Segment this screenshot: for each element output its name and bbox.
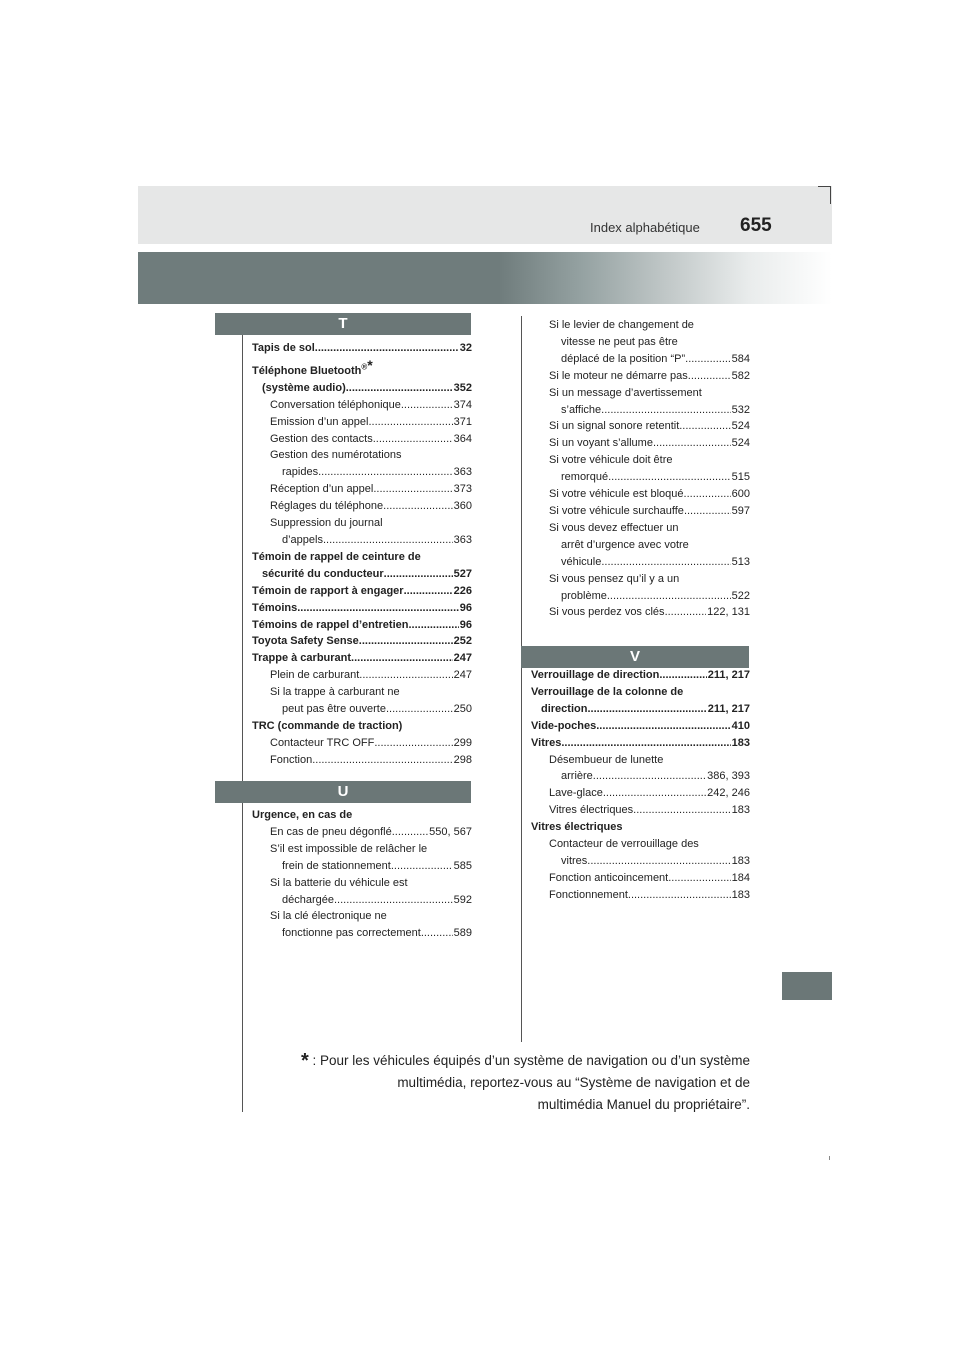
leader-dots — [334, 892, 453, 909]
leader-dots — [653, 435, 731, 452]
index-entry-term: Vitres électriques — [531, 821, 623, 834]
leader-dots — [359, 633, 453, 650]
leader-dots — [404, 583, 453, 600]
leader-dots — [596, 718, 730, 735]
index-entry-page: 582 — [731, 369, 750, 382]
index-entry — [531, 684, 750, 701]
index-entry-term: Fonction — [270, 753, 313, 766]
leader-dots — [684, 486, 731, 503]
index-entry-term: fonctionne pas correctement — [282, 927, 421, 940]
index-entry-term: Trappe à carburant — [252, 652, 352, 665]
index-entry — [252, 925, 472, 942]
index-entry-term: TRC (commande de traction) — [252, 719, 403, 732]
index-entry-page: 298 — [453, 753, 472, 766]
index-entry-term: Suppression du journal — [270, 517, 383, 530]
index-entry-term: Si vous perdez vos clés — [549, 606, 665, 619]
index-entry-page: 410 — [731, 719, 750, 732]
index-entry-term: frein de stationnement — [282, 859, 391, 872]
index-entry-term: Lave-glace — [549, 787, 603, 800]
index-entry — [252, 583, 472, 600]
index-entry-term: Si un message d’avertissement — [549, 386, 702, 399]
section-heading-u: U — [215, 781, 471, 803]
index-entry-term: s’affiche — [561, 403, 602, 416]
index-entry-page: 373 — [453, 483, 472, 496]
index-entry — [531, 385, 750, 402]
index-entry — [252, 701, 472, 718]
leader-dots — [386, 701, 453, 718]
leader-dots — [685, 351, 731, 368]
index-entry-term: Témoin de rapport à engager — [252, 584, 404, 597]
index-entry-term: Réglages du téléphone — [270, 500, 384, 513]
index-entry — [531, 402, 750, 419]
index-entry-term: Si vous pensez qu’il y a un — [549, 572, 680, 585]
index-entry — [252, 549, 472, 566]
index-entry-term: Gestion des numérotations — [270, 449, 402, 462]
index-entry-term: Fonctionnement — [549, 888, 628, 901]
column-rule-left — [242, 334, 243, 1112]
index-entry-page: 183 — [731, 888, 750, 901]
leader-dots — [373, 481, 452, 498]
index-entry — [531, 334, 750, 351]
leader-dots — [684, 503, 731, 520]
index-entry-term: d’appels — [282, 533, 323, 546]
index-entry — [531, 853, 750, 870]
index-entry — [531, 554, 750, 571]
index-entry-page: 252 — [453, 635, 472, 648]
leader-dots — [665, 604, 707, 621]
index-entry — [252, 481, 472, 498]
index-entry-term: Gestion des contacts — [270, 432, 373, 445]
index-entry-term: peut pas être ouverte — [282, 703, 386, 716]
index-entry — [252, 824, 472, 841]
index-entry — [252, 380, 472, 397]
index-entry-term: Plein de carburant — [270, 669, 360, 682]
index-entry-term: Si la trappe à carburant ne — [270, 686, 400, 699]
leader-dots — [374, 735, 452, 752]
index-entry-page: 183 — [731, 854, 750, 867]
index-entry-page: 183 — [731, 804, 750, 817]
index-entry-term: Téléphone Bluetooth®* — [252, 356, 373, 377]
index-entry — [252, 600, 472, 617]
index-entry-term: Si votre véhicule surchauffe — [549, 504, 684, 517]
leader-dots — [315, 340, 459, 357]
index-entry-term: vitres — [561, 854, 588, 867]
index-entry-page: 597 — [731, 504, 750, 517]
index-entry — [531, 435, 750, 452]
index-entry-term: Urgence, en cas de — [252, 809, 353, 821]
leader-dots — [401, 397, 453, 414]
index-list-u — [252, 807, 472, 942]
index-entry-page: 363 — [453, 533, 472, 546]
index-entry-term: (système audio) — [262, 381, 346, 394]
page-number: 655 — [740, 215, 772, 236]
footnote-line: : Pour les véhicules équipés d’un système de navigation ou d’un système — [308, 1053, 750, 1068]
index-entry-page: 515 — [731, 471, 750, 484]
index-entry — [252, 515, 472, 532]
index-entry-page: 524 — [731, 437, 750, 450]
index-entry-term: Si le levier de changement de — [549, 319, 694, 331]
index-entry-term: Si un signal sonore retentit — [549, 420, 680, 433]
index-entry-term: Témoin de rappel de ceinture de — [252, 550, 421, 563]
index-entry-page: 242, 246 — [707, 787, 750, 800]
leader-dots — [603, 785, 706, 802]
index-entry — [252, 340, 472, 357]
leader-dots — [318, 464, 453, 481]
footnote-asterisk: * — [367, 356, 373, 373]
leader-dots — [668, 870, 730, 887]
footnote — [260, 1050, 750, 1116]
index-entry-page: 364 — [453, 432, 472, 445]
index-entry-page: 226 — [453, 584, 472, 597]
index-entry — [252, 498, 472, 515]
leader-dots — [392, 824, 428, 841]
index-entry — [531, 571, 750, 588]
index-entry-page: 589 — [453, 927, 472, 940]
leader-dots — [384, 566, 453, 583]
index-entry-term: problème — [561, 589, 607, 602]
index-entry-page: 585 — [453, 859, 472, 872]
leader-dots — [368, 414, 452, 431]
leader-dots — [593, 768, 706, 785]
index-entry — [531, 870, 750, 887]
index-list-s-continued — [531, 317, 750, 621]
leader-dots — [346, 380, 453, 397]
crop-mark — [829, 1156, 830, 1160]
leader-dots — [323, 532, 453, 549]
index-entry-page: 527 — [453, 567, 472, 580]
leader-dots — [679, 418, 730, 435]
index-entry-page: 592 — [453, 893, 472, 906]
index-entry-page: 374 — [453, 398, 472, 411]
index-entry — [252, 617, 472, 634]
index-entry-term: Contacteur de verrouillage des — [549, 838, 699, 851]
index-entry-page: 32 — [459, 342, 472, 354]
index-entry-page: 96 — [459, 618, 472, 631]
section-heading-t: T — [215, 313, 471, 335]
leader-dots — [587, 853, 730, 870]
index-entry — [252, 908, 472, 925]
index-entry — [531, 887, 750, 904]
index-list-v — [531, 667, 750, 904]
leader-dots — [628, 887, 731, 904]
index-entry — [252, 566, 472, 583]
index-entry — [252, 752, 472, 769]
index-entry-page: 524 — [731, 420, 750, 433]
index-entry-term: Témoins — [252, 601, 298, 614]
index-entry — [531, 819, 750, 836]
leader-dots — [373, 431, 453, 448]
leader-dots — [312, 752, 452, 769]
index-entry-term: sécurité du conducteur — [262, 567, 384, 580]
index-entry-page: 386, 393 — [707, 770, 750, 783]
index-entry — [252, 735, 472, 752]
index-entry — [531, 469, 750, 486]
index-entry-page: 184 — [731, 871, 750, 884]
index-entry-term: Contacteur TRC OFF — [270, 736, 375, 749]
index-entry-page: 299 — [453, 736, 472, 749]
index-entry-term: déplacé de la position “P” — [561, 352, 686, 365]
index-entry-page: 584 — [731, 352, 750, 365]
index-entry — [531, 537, 750, 554]
chapter-tab — [782, 972, 832, 1000]
leader-dots — [359, 667, 452, 684]
index-entry-page: 247 — [453, 669, 472, 682]
index-entry-term: direction — [541, 702, 588, 715]
index-entry — [252, 718, 472, 735]
index-entry — [531, 368, 750, 385]
index-entry — [531, 718, 750, 735]
leader-dots — [587, 701, 706, 718]
leader-dots — [408, 617, 458, 634]
index-entry — [531, 351, 750, 368]
index-entry-page: 363 — [453, 466, 472, 479]
index-entry — [531, 735, 750, 752]
index-entry — [252, 650, 472, 667]
leader-dots — [297, 600, 459, 617]
index-entry — [252, 667, 472, 684]
index-entry — [531, 667, 750, 684]
leader-dots — [561, 735, 730, 752]
index-entry-page: 122, 131 — [707, 606, 750, 619]
index-entry-page: 211, 217 — [707, 669, 750, 681]
leader-dots — [601, 402, 730, 419]
index-entry-term: En cas de pneu dégonflé — [270, 825, 392, 838]
index-entry — [252, 431, 472, 448]
index-entry — [531, 752, 750, 769]
index-entry — [531, 503, 750, 520]
index-entry-page: 371 — [453, 415, 472, 428]
index-entry-term: Vide-poches — [531, 719, 597, 732]
index-entry — [531, 520, 750, 537]
index-entry — [252, 841, 472, 858]
index-entry — [252, 532, 472, 549]
index-entry — [252, 892, 472, 909]
leader-dots — [391, 858, 453, 875]
index-entry — [531, 588, 750, 605]
footnote-line: multimédia Manuel du propriétaire”. — [537, 1097, 750, 1112]
header-bar — [138, 186, 832, 244]
index-entry-term: Toyota Safety Sense — [252, 635, 359, 648]
index-entry — [252, 633, 472, 650]
footnote-star: * — [300, 1050, 309, 1072]
index-entry — [531, 317, 750, 334]
index-entry-term: Si la clé électronique ne — [270, 910, 387, 923]
leader-dots — [659, 667, 706, 684]
index-entry — [252, 414, 472, 431]
leader-dots — [351, 650, 453, 667]
index-entry — [252, 397, 472, 414]
index-entry-page: 522 — [731, 589, 750, 602]
index-entry — [531, 836, 750, 853]
index-entry-term: Vitres — [531, 736, 562, 749]
index-entry — [252, 684, 472, 701]
leader-dots — [421, 925, 453, 942]
index-entry — [531, 785, 750, 802]
index-entry — [252, 357, 472, 380]
header-band — [138, 252, 832, 304]
index-entry — [252, 875, 472, 892]
index-entry — [531, 452, 750, 469]
section-heading-v: V — [521, 646, 749, 668]
index-entry-page: 183 — [731, 736, 750, 749]
index-entry-page: 532 — [731, 403, 750, 416]
index-entry-term: remorqué — [561, 471, 609, 484]
index-entry-term: Verrouillage de direction — [531, 669, 660, 681]
index-entry-term: vitesse ne peut pas être — [561, 335, 678, 348]
index-entry-page: 600 — [731, 488, 750, 501]
index-entry-term: arrêt d’urgence avec votre — [561, 538, 689, 551]
index-entry — [531, 418, 750, 435]
index-entry — [531, 701, 750, 718]
index-entry-term: véhicule — [561, 555, 602, 568]
index-entry — [252, 464, 472, 481]
index-entry-term: Si votre véhicule est bloqué — [549, 488, 684, 501]
index-entry-page: 352 — [453, 381, 472, 394]
registered-asterisk-mark: ® — [361, 362, 368, 372]
index-entry — [531, 604, 750, 621]
leader-dots — [601, 554, 730, 571]
index-entry-page: 211, 217 — [707, 702, 750, 715]
index-entry-page: 550, 567 — [429, 825, 472, 838]
leader-dots — [608, 469, 731, 486]
index-entry-page: 247 — [453, 652, 472, 665]
index-entry-term: Si vous devez effectuer un — [549, 521, 679, 534]
leader-dots — [688, 368, 731, 385]
index-entry-term: Témoins de rappel d’entretien — [252, 618, 409, 631]
index-entry-term: Si un voyant s’allume — [549, 437, 653, 450]
index-entry — [531, 768, 750, 785]
index-entry-term: Si la batterie du véhicule est — [270, 876, 408, 889]
index-entry — [252, 858, 472, 875]
index-entry — [531, 802, 750, 819]
footnote-line: multimédia, reportez-vous au “Système de navigation et de — [397, 1075, 750, 1090]
index-entry-term: Vitres électriques — [549, 804, 634, 817]
index-entry-term: Verrouillage de la colonne de — [531, 685, 684, 698]
index-entry-term: déchargée — [282, 893, 334, 906]
index-entry-term: S’il est impossible de relâcher le — [270, 842, 428, 855]
index-entry-term: Fonction anticoincement — [549, 871, 669, 884]
index-entry-term: Si le moteur ne démarre pas — [549, 369, 688, 382]
leader-dots — [383, 498, 452, 515]
index-entry-page: 513 — [731, 555, 750, 568]
header-title: Index alphabétique — [590, 220, 700, 235]
index-entry-term: Tapis de sol — [252, 342, 315, 354]
leader-dots — [607, 588, 731, 605]
leader-dots — [633, 802, 730, 819]
crop-mark — [830, 186, 831, 204]
index-list-t — [252, 340, 472, 769]
index-entry — [252, 447, 472, 464]
index-entry — [531, 486, 750, 503]
index-entry-page: 250 — [453, 703, 472, 716]
index-entry-term: Conversation téléphonique — [270, 398, 401, 411]
column-rule-middle — [521, 316, 522, 1042]
index-entry-term: Désembueur de lunette — [549, 753, 664, 766]
index-entry-term: arrière — [561, 770, 593, 783]
index-entry-term: Réception d’un appel — [270, 483, 374, 496]
index-entry-term: rapides — [282, 466, 319, 479]
index-entry-term: Emission d’un appel — [270, 415, 369, 428]
index-entry-page: 96 — [459, 601, 472, 614]
index-entry-term: Si votre véhicule doit être — [549, 454, 673, 467]
crop-mark — [818, 186, 831, 187]
index-entry — [252, 807, 472, 824]
index-entry-page: 360 — [453, 500, 472, 513]
